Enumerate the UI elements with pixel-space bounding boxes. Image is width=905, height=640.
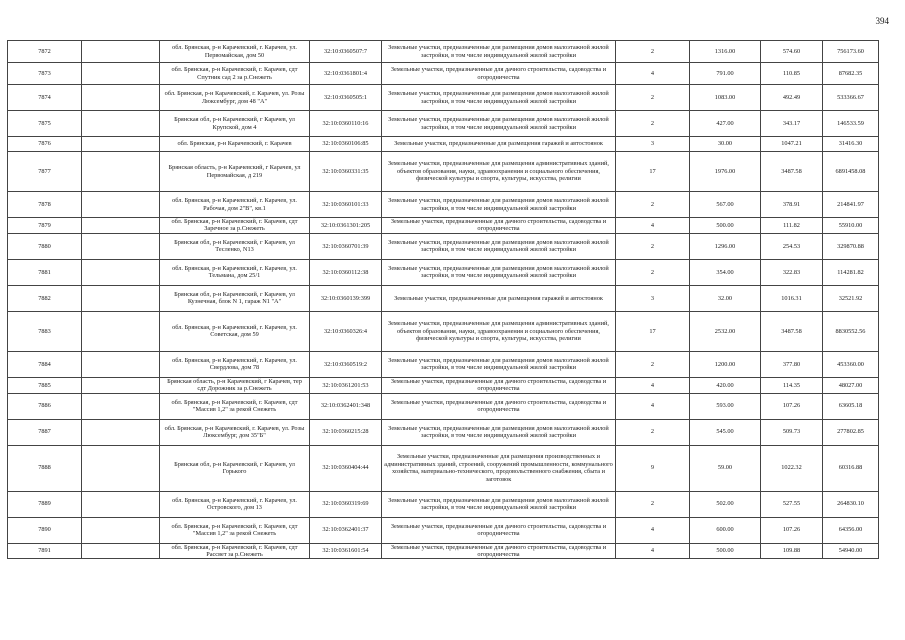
land-use-cell: Земельные участки, предназначенные для размещения домов малоэтажной жилой застройки, в том числе индивидуальной жилой застройки — [382, 85, 616, 111]
address-cell: обл. Брянская, р-н Карачевский, г. Карачев, ул. Розы Люксембург, дом 48 "А" — [160, 85, 310, 111]
address-cell: обл. Брянская, р-н Карачевский, г. Карачев, сдт Спутник сад 2 за р.Снежеть — [160, 63, 310, 85]
use-group-cell: 9 — [616, 445, 690, 491]
table-row — [8, 285, 879, 311]
cadastral-number-cell: 32:10:0360331:35 — [310, 152, 382, 192]
empty-cell — [82, 41, 160, 63]
land-use-cell: Земельные участки, предназначенные для размещения домов малоэтажной жилой застройки, в том числе индивидуальной жилой застройки — [382, 259, 616, 285]
specific-value-cell: 378.91 — [761, 192, 823, 218]
cadastral-value-cell: 31416.30 — [823, 137, 879, 152]
area-cell: 1083.00 — [690, 85, 761, 111]
cadastral-number-cell: 32:10:0360507:7 — [310, 41, 382, 63]
land-use-cell: Земельные участки, предназначенные для размещения административных зданий, объектов образования, науки, здравоохранения и социального обеспечения, физической культуры и спорта, культуры, искусства, религии — [382, 152, 616, 192]
address-cell: Брянская обл, р-н Карачевский, г Карачев, ул Крупской, дом 4 — [160, 111, 310, 137]
area-cell: 427.00 — [690, 111, 761, 137]
use-group-cell: 4 — [616, 393, 690, 419]
table-row — [8, 233, 879, 259]
table-row — [8, 419, 879, 445]
land-use-cell: Земельные участки, предназначенные для дачного строительства, садоводства и огородничества — [382, 393, 616, 419]
cadastral-number-cell: 32:10:0360701:39 — [310, 233, 382, 259]
specific-value-cell: 107.26 — [761, 517, 823, 543]
land-use-cell: Земельные участки, предназначенные для размещения домов малоэтажной жилой застройки, в том числе индивидуальной жилой застройки — [382, 111, 616, 137]
area-cell: 791.00 — [690, 63, 761, 85]
use-group-cell: 4 — [616, 218, 690, 234]
row-number: 7873 — [8, 63, 82, 85]
cadastral-value-cell: 214841.97 — [823, 192, 879, 218]
cadastral-number-cell: 32:10:0362401:37 — [310, 517, 382, 543]
land-register-table — [7, 40, 879, 559]
row-number: 7874 — [8, 85, 82, 111]
use-group-cell: 2 — [616, 351, 690, 377]
cadastral-number-cell: 32:10:0361201:53 — [310, 377, 382, 393]
specific-value-cell: 343.17 — [761, 111, 823, 137]
empty-cell — [82, 259, 160, 285]
use-group-cell: 17 — [616, 152, 690, 192]
table-row — [8, 85, 879, 111]
address-cell: обл. Брянская, р-н Карачевский, г. Карачев, ул. Рабочая, дом 2"В", кв.1 — [160, 192, 310, 218]
land-use-cell: Земельные участки, предназначенные для дачного строительства, садоводства и огородничества — [382, 377, 616, 393]
land-use-cell: Земельные участки, предназначенные для дачного строительства, садоводства и огородничества — [382, 517, 616, 543]
row-number: 7890 — [8, 517, 82, 543]
specific-value-cell: 3487.58 — [761, 311, 823, 351]
address-cell: обл. Брянская, р-н Карачевский, г. Карачев, ул. Островского, дом 13 — [160, 491, 310, 517]
empty-cell — [82, 192, 160, 218]
address-cell: Брянская обл, р-н Карачевский, г Карачев, ул Горького — [160, 445, 310, 491]
area-cell: 32.00 — [690, 285, 761, 311]
cadastral-number-cell: 32:10:0360519:2 — [310, 351, 382, 377]
specific-value-cell: 377.80 — [761, 351, 823, 377]
use-group-cell: 2 — [616, 85, 690, 111]
land-use-cell: Земельные участки, предназначенные для дачного строительства, садоводства и огородничества — [382, 63, 616, 85]
specific-value-cell: 527.55 — [761, 491, 823, 517]
cadastral-value-cell: 6891458.08 — [823, 152, 879, 192]
cadastral-value-cell: 64356.00 — [823, 517, 879, 543]
empty-cell — [82, 543, 160, 559]
area-cell: 500.00 — [690, 543, 761, 559]
cadastral-number-cell: 32:10:0360215:28 — [310, 419, 382, 445]
table-row — [8, 192, 879, 218]
land-use-cell: Земельные участки, предназначенные для размещения домов малоэтажной жилой застройки, в том числе индивидуальной жилой застройки — [382, 41, 616, 63]
use-group-cell: 4 — [616, 543, 690, 559]
area-cell: 1296.00 — [690, 233, 761, 259]
empty-cell — [82, 63, 160, 85]
empty-cell — [82, 218, 160, 234]
land-use-cell: Земельные участки, предназначенные для размещения гаражей и автостоянок — [382, 137, 616, 152]
specific-value-cell: 110.85 — [761, 63, 823, 85]
empty-cell — [82, 419, 160, 445]
use-group-cell: 4 — [616, 377, 690, 393]
table-row — [8, 445, 879, 491]
area-cell: 2532.00 — [690, 311, 761, 351]
specific-value-cell: 109.88 — [761, 543, 823, 559]
area-cell: 502.00 — [690, 491, 761, 517]
empty-cell — [82, 445, 160, 491]
address-cell: Брянская область, р-н Карачевский, г Карачев, ул Первомайская, д 219 — [160, 152, 310, 192]
cadastral-number-cell: 32:10:0360110:16 — [310, 111, 382, 137]
address-cell: Брянская область, р-н Карачевский, г Карачев, тер сдт Дорожник за р.Снежеть — [160, 377, 310, 393]
row-number: 7891 — [8, 543, 82, 559]
table-row — [8, 218, 879, 234]
row-number: 7888 — [8, 445, 82, 491]
specific-value-cell: 111.82 — [761, 218, 823, 234]
use-group-cell: 2 — [616, 41, 690, 63]
area-cell: 1976.00 — [690, 152, 761, 192]
address-cell: обл. Брянская, р-н Карачевский, г. Карачев, сдт "Массив 1,2" за рекой Снежеть — [160, 393, 310, 419]
cadastral-value-cell: 55910.00 — [823, 218, 879, 234]
empty-cell — [82, 377, 160, 393]
cadastral-number-cell: 32:10:0361301:205 — [310, 218, 382, 234]
use-group-cell: 2 — [616, 259, 690, 285]
specific-value-cell: 114.35 — [761, 377, 823, 393]
specific-value-cell: 322.83 — [761, 259, 823, 285]
area-cell: 1316.00 — [690, 41, 761, 63]
specific-value-cell: 254.53 — [761, 233, 823, 259]
cadastral-number-cell: 32:10:0361801:4 — [310, 63, 382, 85]
empty-cell — [82, 517, 160, 543]
row-number: 7882 — [8, 285, 82, 311]
area-cell: 500.00 — [690, 218, 761, 234]
area-cell: 545.00 — [690, 419, 761, 445]
use-group-cell: 4 — [616, 517, 690, 543]
use-group-cell: 4 — [616, 63, 690, 85]
table-row — [8, 137, 879, 152]
area-cell: 600.00 — [690, 517, 761, 543]
empty-cell — [82, 351, 160, 377]
land-use-cell: Земельные участки, предназначенные для размещения домов малоэтажной жилой застройки, в том числе индивидуальной жилой застройки — [382, 419, 616, 445]
address-cell: обл. Брянская, р-н Карачевский, г. Карачев, ул. Тельмана, дом 25/1 — [160, 259, 310, 285]
cadastral-value-cell: 453360.00 — [823, 351, 879, 377]
specific-value-cell: 107.26 — [761, 393, 823, 419]
cadastral-value-cell: 32521.92 — [823, 285, 879, 311]
land-use-cell: Земельные участки, предназначенные для размещения домов малоэтажной жилой застройки, в том числе индивидуальной жилой застройки — [382, 351, 616, 377]
empty-cell — [82, 233, 160, 259]
use-group-cell: 3 — [616, 285, 690, 311]
cadastral-value-cell: 146533.59 — [823, 111, 879, 137]
address-cell: Брянская обл, р-н Карачевский, г Карачев, ул Тесленко, N13 — [160, 233, 310, 259]
area-cell: 354.00 — [690, 259, 761, 285]
land-use-cell: Земельные участки, предназначенные для размещения домов малоэтажной жилой застройки, в том числе индивидуальной жилой застройки — [382, 192, 616, 218]
area-cell: 420.00 — [690, 377, 761, 393]
table-row — [8, 543, 879, 559]
cadastral-number-cell: 32:10:0360505:1 — [310, 85, 382, 111]
empty-cell — [82, 152, 160, 192]
address-cell: Брянская обл, р-н Карачевский, г Карачев, ул Кузнечная, блок N 1, гараж N1 "А" — [160, 285, 310, 311]
table-row — [8, 393, 879, 419]
area-cell: 59.00 — [690, 445, 761, 491]
row-number: 7886 — [8, 393, 82, 419]
use-group-cell: 3 — [616, 137, 690, 152]
use-group-cell: 17 — [616, 311, 690, 351]
cadastral-number-cell: 32:10:0360319:69 — [310, 491, 382, 517]
use-group-cell: 2 — [616, 491, 690, 517]
use-group-cell: 2 — [616, 233, 690, 259]
cadastral-number-cell: 32:10:0361601:54 — [310, 543, 382, 559]
address-cell: обл. Брянская, р-н Карачевский, г. Карачев, сдт Рассвет за р.Снежеть — [160, 543, 310, 559]
use-group-cell: 2 — [616, 111, 690, 137]
land-use-cell: Земельные участки, предназначенные для размещения административных зданий, объектов образования, науки, здравоохранения и социального обеспечения, физической культуры и спорта, культуры, искусства, религии — [382, 311, 616, 351]
address-cell: обл. Брянская, р-н Карачевский, г. Карачев, сдт "Массив 1,2" за рекой Снежеть — [160, 517, 310, 543]
empty-cell — [82, 137, 160, 152]
cadastral-value-cell: 114281.82 — [823, 259, 879, 285]
empty-cell — [82, 111, 160, 137]
table-row — [8, 377, 879, 393]
cadastral-number-cell: 32:10:0360139:399 — [310, 285, 382, 311]
specific-value-cell: 3487.58 — [761, 152, 823, 192]
table-row — [8, 311, 879, 351]
table-row — [8, 63, 879, 85]
cadastral-value-cell: 48027.00 — [823, 377, 879, 393]
cadastral-value-cell: 264830.10 — [823, 491, 879, 517]
empty-cell — [82, 85, 160, 111]
land-use-cell: Земельные участки, предназначенные для дачного строительства, садоводства и огородничества — [382, 543, 616, 559]
use-group-cell: 2 — [616, 419, 690, 445]
address-cell: обл. Брянская, р-н Карачевский, г. Карачев, ул. Советская, дом 59 — [160, 311, 310, 351]
row-number: 7887 — [8, 419, 82, 445]
empty-cell — [82, 393, 160, 419]
row-number: 7889 — [8, 491, 82, 517]
table-row — [8, 152, 879, 192]
table-row — [8, 351, 879, 377]
row-number: 7883 — [8, 311, 82, 351]
specific-value-cell: 1047.21 — [761, 137, 823, 152]
area-cell: 1200.00 — [690, 351, 761, 377]
row-number: 7875 — [8, 111, 82, 137]
area-cell: 593.00 — [690, 393, 761, 419]
cadastral-number-cell: 32:10:0360106:85 — [310, 137, 382, 152]
row-number: 7877 — [8, 152, 82, 192]
cadastral-number-cell: 32:10:0360101:33 — [310, 192, 382, 218]
address-cell: обл. Брянская, р-н Карачевский, г. Карачев, ул. Розы Люксембург, дом 35"Б" — [160, 419, 310, 445]
cadastral-number-cell: 32:10:0360326:4 — [310, 311, 382, 351]
address-cell: обл. Брянская, р-н Карачевский, г. Карачев, ул. Первомайская, дом 50 — [160, 41, 310, 63]
row-number: 7884 — [8, 351, 82, 377]
specific-value-cell: 574.60 — [761, 41, 823, 63]
address-cell: обл. Брянская, р-н Карачевский, г. Карачев, ул. Свердлова, дом 78 — [160, 351, 310, 377]
empty-cell — [82, 311, 160, 351]
row-number: 7881 — [8, 259, 82, 285]
specific-value-cell: 509.73 — [761, 419, 823, 445]
table-row — [8, 259, 879, 285]
table-row — [8, 111, 879, 137]
cadastral-value-cell: 277802.85 — [823, 419, 879, 445]
row-number: 7876 — [8, 137, 82, 152]
cadastral-number-cell: 32:10:0360404:44 — [310, 445, 382, 491]
area-cell: 567.00 — [690, 192, 761, 218]
specific-value-cell: 492.49 — [761, 85, 823, 111]
table-row — [8, 491, 879, 517]
address-cell: обл. Брянская, р-н Карачевский, г. Карачев, сдт Заречное за р.Снежеть — [160, 218, 310, 234]
cadastral-value-cell: 329870.88 — [823, 233, 879, 259]
address-cell: обл. Брянская, р-н Карачевский, г. Карачев — [160, 137, 310, 152]
row-number: 7885 — [8, 377, 82, 393]
cadastral-value-cell: 87682.35 — [823, 63, 879, 85]
land-use-cell: Земельные участки, предназначенные для размещения домов малоэтажной жилой застройки, в том числе индивидуальной жилой застройки — [382, 233, 616, 259]
land-use-cell: Земельные участки, предназначенные для размещения производственных и административных зданий, строений, сооружений промышленности, коммунального хозяйства, материально-технического, продовольственного снабжения, сбыта и заготовок — [382, 445, 616, 491]
row-number: 7880 — [8, 233, 82, 259]
specific-value-cell: 1022.32 — [761, 445, 823, 491]
page-number: 394 — [875, 16, 889, 26]
cadastral-value-cell: 60316.88 — [823, 445, 879, 491]
row-number: 7878 — [8, 192, 82, 218]
cadastral-value-cell: 8830552.56 — [823, 311, 879, 351]
row-number: 7879 — [8, 218, 82, 234]
cadastral-number-cell: 32:10:0360112:38 — [310, 259, 382, 285]
cadastral-value-cell: 54940.00 — [823, 543, 879, 559]
cadastral-value-cell: 533366.67 — [823, 85, 879, 111]
use-group-cell: 2 — [616, 192, 690, 218]
empty-cell — [82, 491, 160, 517]
cadastral-value-cell: 63605.18 — [823, 393, 879, 419]
specific-value-cell: 1016.31 — [761, 285, 823, 311]
land-use-cell: Земельные участки, предназначенные для дачного строительства, садоводства и огородничества — [382, 218, 616, 234]
cadastral-value-cell: 756173.60 — [823, 41, 879, 63]
row-number: 7872 — [8, 41, 82, 63]
table-row — [8, 517, 879, 543]
cadastral-number-cell: 32:10:0362401:348 — [310, 393, 382, 419]
land-use-cell: Земельные участки, предназначенные для размещения гаражей и автостоянок — [382, 285, 616, 311]
area-cell: 30.00 — [690, 137, 761, 152]
table-row — [8, 41, 879, 63]
empty-cell — [82, 285, 160, 311]
land-use-cell: Земельные участки, предназначенные для размещения домов малоэтажной жилой застройки, в том числе индивидуальной жилой застройки — [382, 491, 616, 517]
